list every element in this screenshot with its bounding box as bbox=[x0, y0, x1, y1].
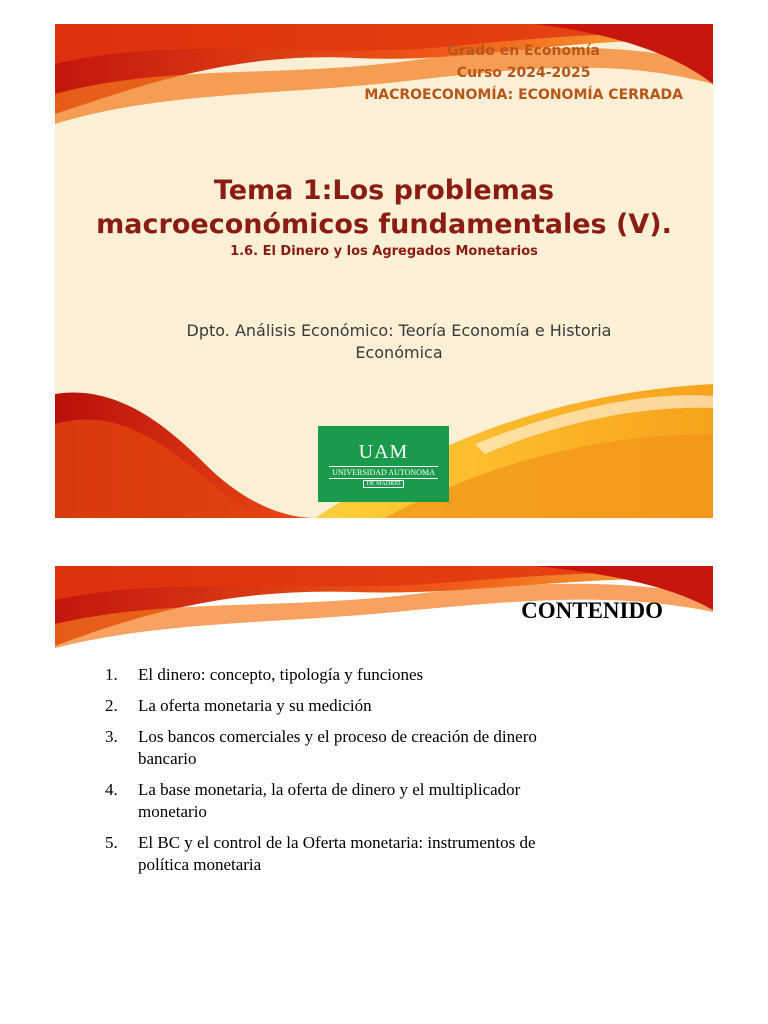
list-item bbox=[105, 726, 625, 770]
logo-university-name: UNIVERSIDAD AUTONOMA bbox=[329, 466, 438, 479]
item-number: 1. bbox=[105, 665, 118, 684]
slide-subtitle: 1.6. El Dinero y los Agregados Monetarios bbox=[230, 244, 538, 259]
item-text: La base monetaria, la oferta de dinero y el multiplicador bbox=[138, 780, 521, 799]
item-text: La oferta monetaria y su medición bbox=[138, 696, 372, 715]
subject-name: MACROECONOMÍA: ECONOMÍA CERRADA bbox=[364, 87, 683, 103]
logo-mark: UAM bbox=[358, 440, 409, 463]
list-item bbox=[105, 695, 625, 717]
course-year: Curso 2024-2025 bbox=[456, 65, 591, 81]
slide-title bbox=[55, 174, 713, 242]
list-item bbox=[105, 832, 625, 876]
department-line-2: Económica bbox=[355, 343, 443, 362]
title-slide bbox=[55, 24, 713, 518]
item-text: política monetaria bbox=[138, 855, 262, 874]
item-text: El BC y el control de la Oferta monetaria: instrumentos de bbox=[138, 833, 536, 852]
degree-label: Grado en Economía bbox=[447, 43, 600, 59]
item-text: Los bancos comerciales y el proceso de creación de dinero bbox=[138, 727, 537, 746]
item-text: monetario bbox=[138, 802, 207, 821]
item-text: El dinero: concepto, tipología y funciones bbox=[138, 665, 424, 684]
contents-title: CONTENIDO bbox=[521, 598, 663, 623]
item-number: 3. bbox=[105, 727, 118, 746]
department bbox=[135, 320, 663, 364]
item-number: 2. bbox=[105, 696, 118, 715]
contents-list bbox=[105, 664, 625, 885]
uam-logo bbox=[318, 426, 449, 502]
item-text: bancario bbox=[138, 749, 197, 768]
department-line-1: Dpto. Análisis Económico: Teoría Economía e Historia bbox=[186, 321, 612, 340]
item-number: 4. bbox=[105, 780, 118, 799]
course-header bbox=[364, 40, 683, 106]
list-item bbox=[105, 779, 625, 823]
title-line-1: Tema 1:Los problemas bbox=[213, 175, 555, 206]
logo-city: DE MADRID bbox=[363, 480, 405, 488]
item-number: 5. bbox=[105, 833, 118, 852]
list-item bbox=[105, 664, 625, 686]
contents-slide bbox=[55, 566, 713, 896]
title-line-2: macroeconómicos fundamentales (V). bbox=[96, 209, 672, 240]
